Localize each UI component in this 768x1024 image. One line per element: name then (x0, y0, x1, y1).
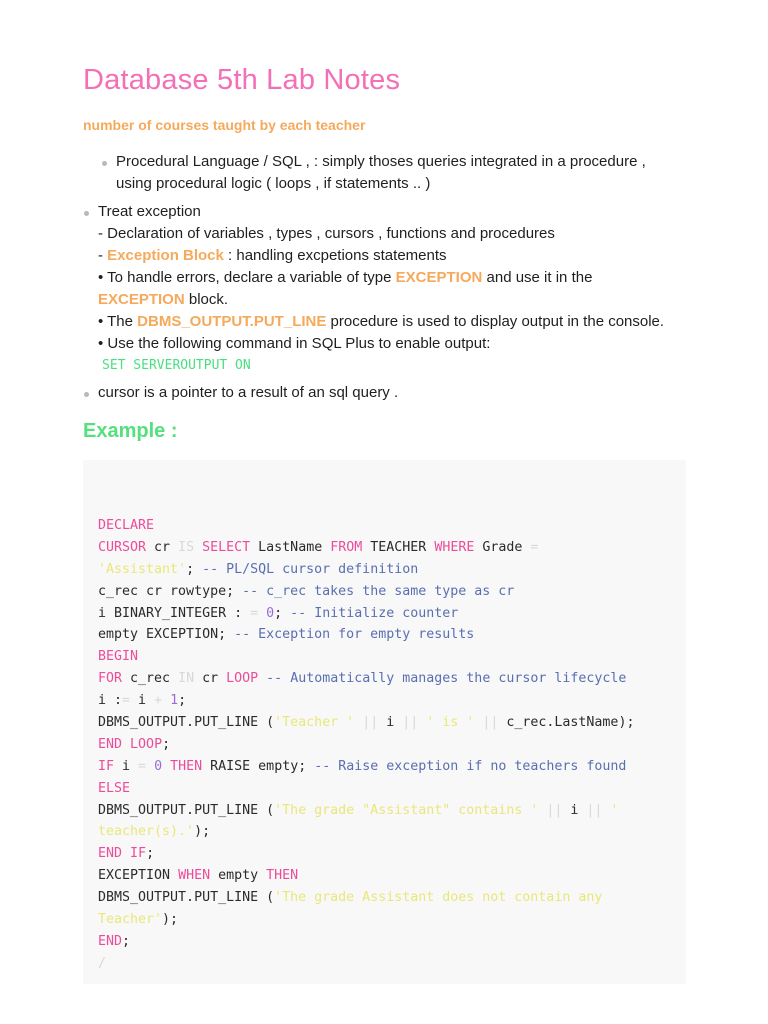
exception-highlight: EXCEPTION (98, 291, 185, 308)
treat-line-2: - Exception Block : handling excpetions statements (98, 247, 447, 264)
bullet-dot (84, 392, 89, 397)
cursor-bullet-text: cursor is a pointer to a result of an sql query . (98, 384, 399, 401)
code-line: BEGIN (98, 649, 139, 665)
code-line: END IF; (98, 846, 155, 862)
code-block (83, 460, 686, 984)
code-content (98, 515, 634, 975)
treat-line-3: • To handle errors, declare a variable of type EXCEPTION and use it in the (98, 269, 593, 286)
code-line: DBMS_OUTPUT.PUT_LINE ('The grade Assistant does not contain any (98, 890, 603, 906)
code-line: ELSE (98, 780, 131, 796)
bullet-dot (102, 161, 107, 166)
code-line: CURSOR cr IS SELECT LastName FROM TEACHER WHERE Grade = (98, 539, 539, 555)
nested-bullet-text: Procedural Language / SQL , : simply thoses queries integrated in a procedure , using procedural logic ( loops , if statements .. ) (116, 153, 646, 192)
exception-block-highlight: Exception Block (107, 247, 224, 264)
code-line: / (98, 955, 107, 971)
treat-line-6: • Use the following command in SQL Plus to enable output: (98, 335, 491, 352)
treat-heading: Treat exception (98, 203, 201, 220)
treat-exception-block (98, 201, 698, 289)
treat-line-5: • The DBMS_OUTPUT.PUT_LINE procedure is used to display output in the console. (98, 313, 665, 330)
code-line: END; (98, 933, 131, 949)
code-line: i BINARY_INTEGER : = 0; -- Initialize counter (98, 605, 459, 621)
example-heading: Example : (83, 420, 178, 442)
code-line: Teacher'); (98, 912, 179, 928)
bullet-dot (84, 211, 89, 216)
code-line: EXCEPTION WHEN empty THEN (98, 868, 299, 884)
code-line: c_rec cr rowtype; -- c_rec takes the same type as cr (98, 583, 515, 599)
code-line: IF i = 0 THEN RAISE empty; -- Raise exception if no teachers found (98, 758, 627, 774)
code-line: END LOOP; (98, 736, 171, 752)
code-line: i := i + 1; (98, 693, 187, 709)
code-line: empty EXCEPTION; -- Exception for empty results (98, 627, 475, 643)
code-line: teacher(s).'); (98, 824, 211, 840)
code-line: DECLARE (98, 518, 155, 533)
serveroutput-command: SET SERVEROUTPUT ON (102, 358, 251, 373)
subtitle: number of courses taught by each teacher (83, 117, 366, 133)
exception-highlight: EXCEPTION (395, 269, 483, 286)
treat-line-4: EXCEPTION block. (98, 291, 229, 308)
code-line: FOR c_rec IN cr LOOP -- Automatically manages the cursor lifecycle (98, 671, 627, 687)
code-line: DBMS_OUTPUT.PUT_LINE ('The grade "Assistant" contains ' || i || ' (98, 802, 619, 818)
code-line: 'Assistant'; -- PL/SQL cursor definition (98, 561, 419, 577)
page-title: Database 5th Lab Notes (83, 64, 401, 96)
dbms-output-highlight: DBMS_OUTPUT.PUT_LINE (137, 313, 327, 330)
treat-line-1: - Declaration of variables , types , cursors , functions and procedures (98, 225, 555, 242)
code-line: DBMS_OUTPUT.PUT_LINE ('Teacher ' || i || ' is ' || c_rec.LastName); (98, 715, 635, 731)
